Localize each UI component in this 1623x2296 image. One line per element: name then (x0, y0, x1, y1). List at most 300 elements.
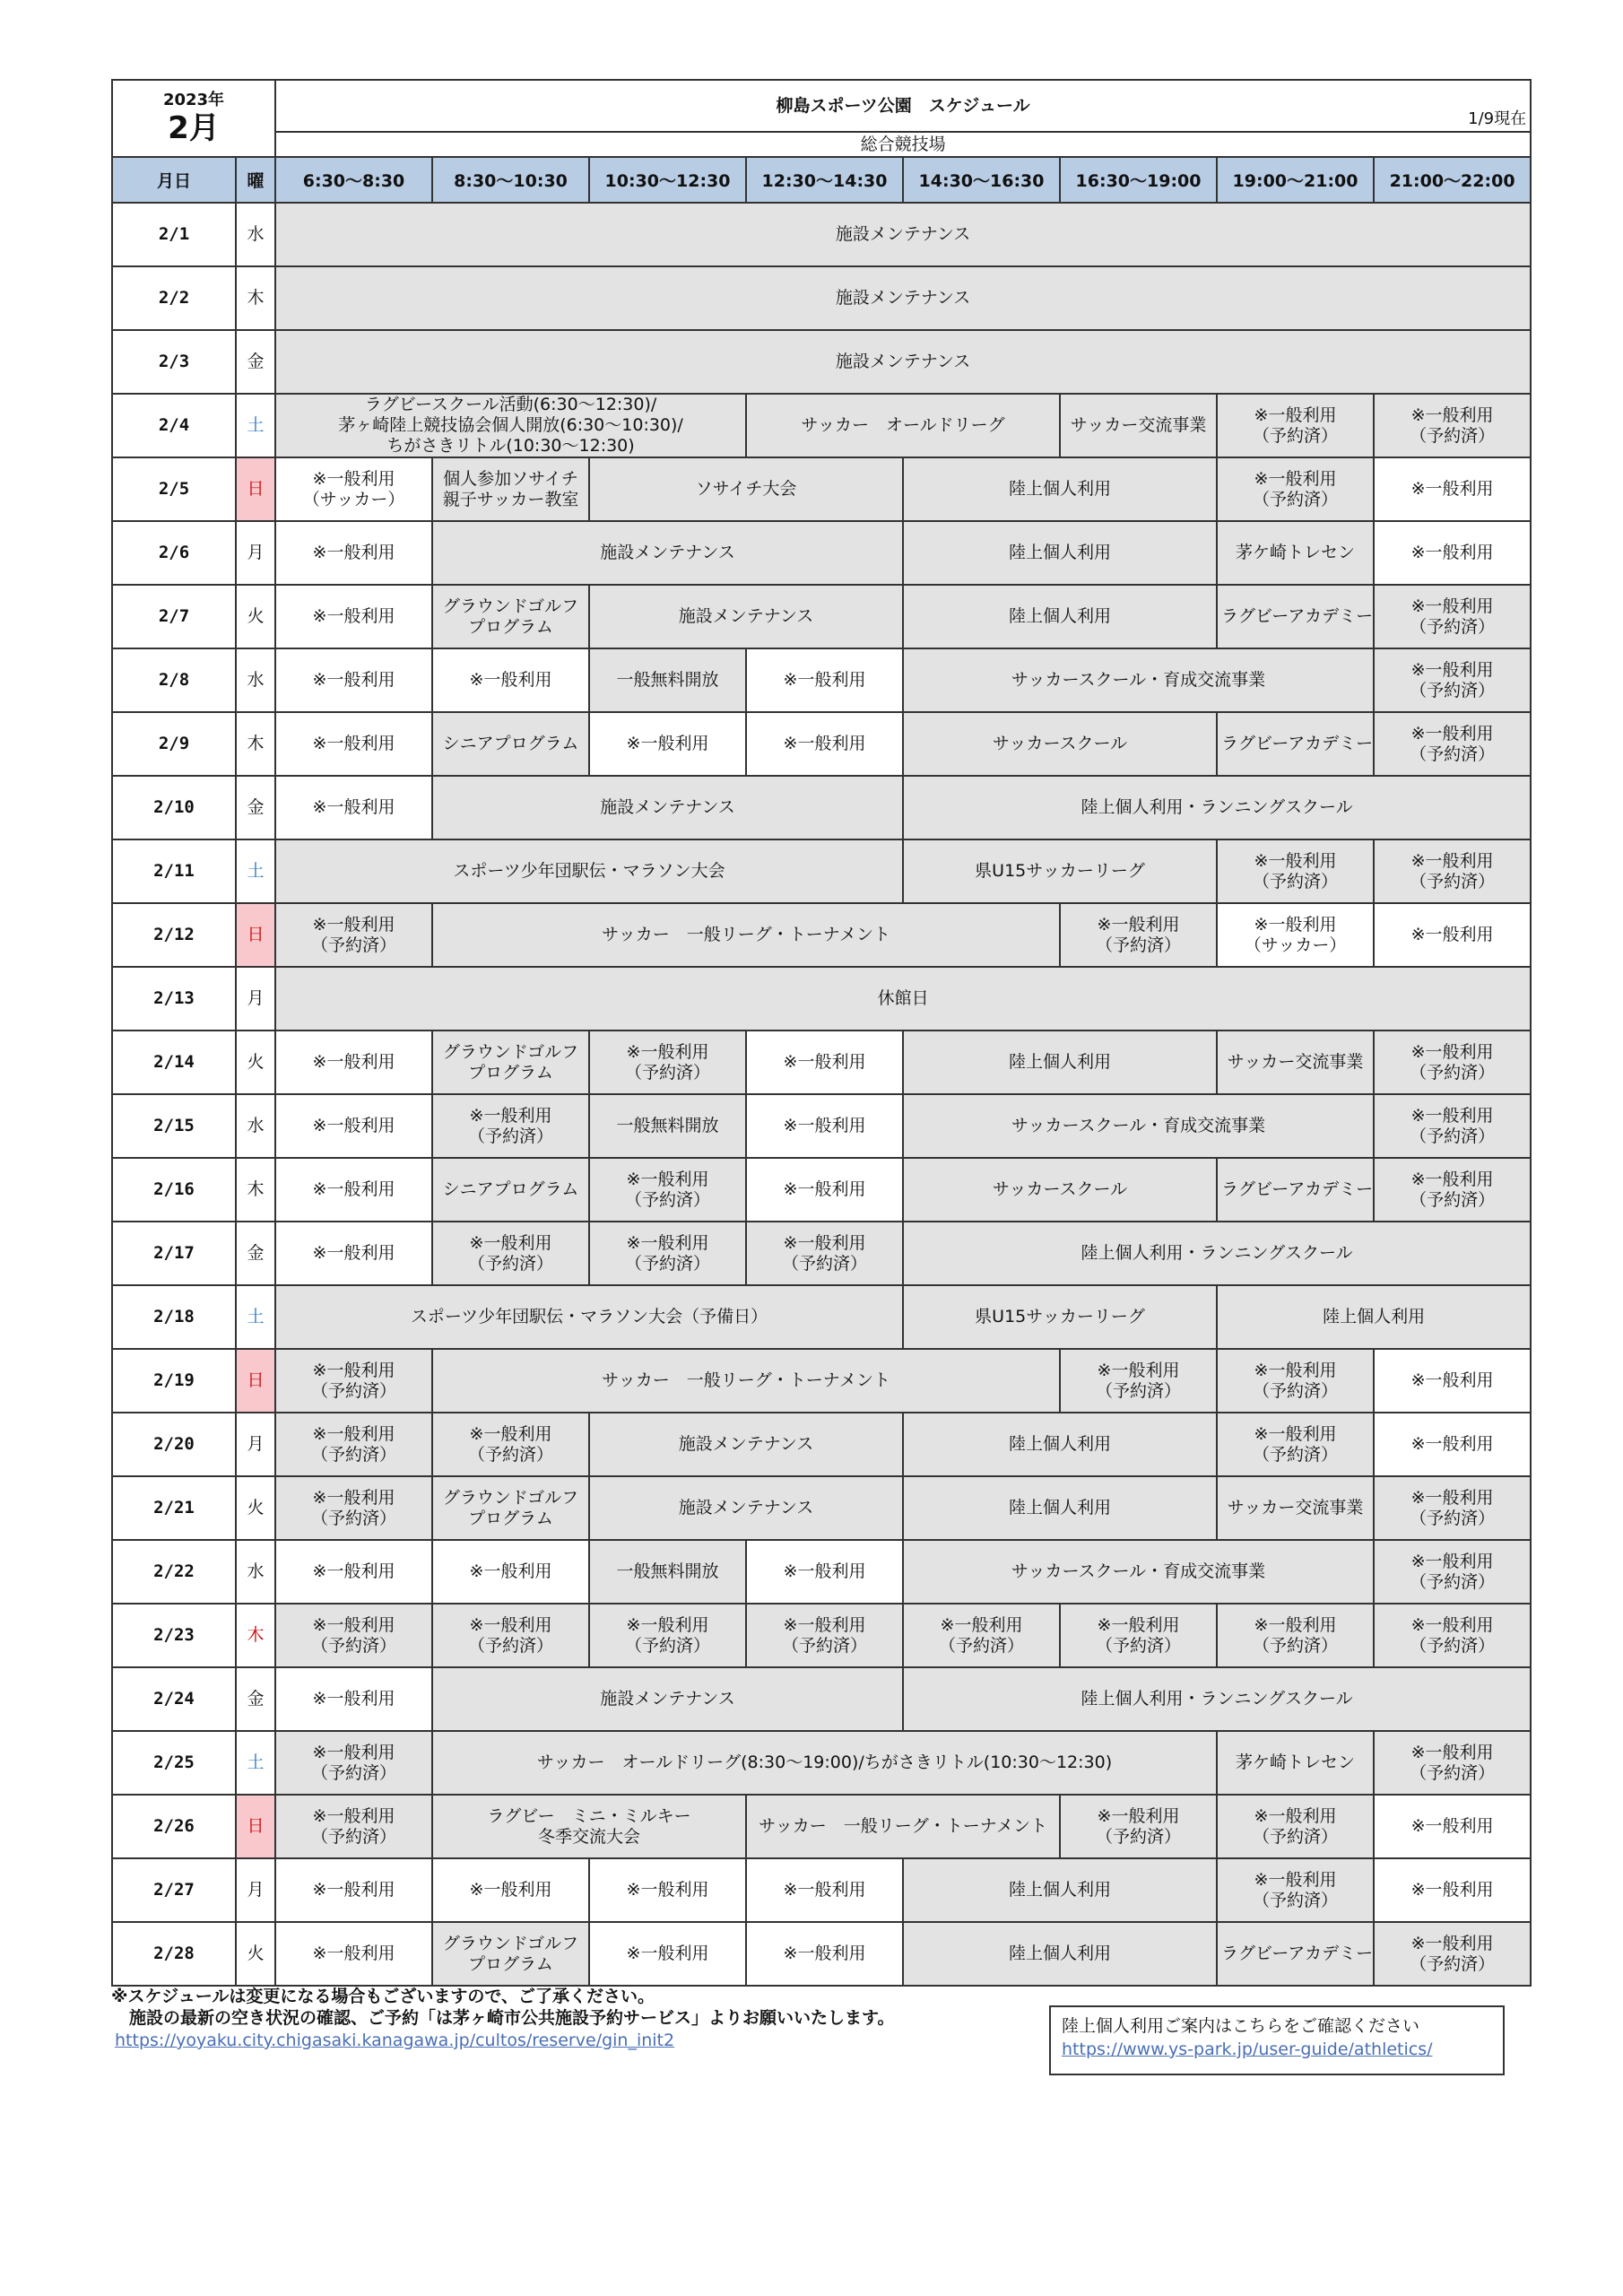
schedule-text: サッカー オールドリーグ (801, 415, 1005, 435)
schedule-text: （予約済） (1410, 1762, 1496, 1783)
schedule-text: 陸上個人利用 (1323, 1307, 1426, 1326)
schedule-text: ※一般利用 (312, 1360, 395, 1380)
column-header-slot: 21:00～22:00 (1374, 157, 1531, 203)
schedule-text: ちがさきリトル(10:30～12:30) (386, 436, 635, 456)
schedule-cell (275, 203, 1531, 266)
schedule-text: 施設メンテナンス (835, 224, 971, 244)
weekday-cell: 月 (236, 967, 275, 1031)
schedule-cell (275, 1413, 432, 1476)
schedule-cell (1374, 1476, 1531, 1540)
schedule-text: ※一般利用 (312, 1614, 395, 1635)
schedule-cell (275, 1222, 432, 1285)
schedule-text: （予約済） (1410, 1635, 1496, 1656)
schedule-cell (1060, 394, 1217, 457)
schedule-cell (1374, 1158, 1531, 1222)
table-row (112, 1285, 1531, 1349)
schedule-text: （予約済） (625, 1062, 711, 1083)
schedule-cell (589, 1031, 746, 1094)
table-row (112, 203, 1531, 266)
schedule-text: 茅ケ崎トレセン (1236, 543, 1356, 562)
schedule-cell (903, 1476, 1217, 1540)
schedule-text: グラウンドゴルフ (442, 1933, 579, 1953)
schedule-cell (275, 1667, 432, 1731)
schedule-text: ※一般利用 (783, 670, 866, 690)
schedule-cell (1374, 903, 1531, 967)
table-row (112, 585, 1531, 648)
schedule-text: ※一般利用 (469, 1561, 552, 1581)
weekday-cell: 土 (236, 1731, 275, 1795)
date-cell: 2/5 (112, 457, 236, 521)
schedule-text: ※一般利用 (469, 1105, 552, 1126)
weekday-cell: 金 (236, 776, 275, 839)
schedule-cell (1374, 1349, 1531, 1413)
column-header-slot: 8:30～10:30 (432, 157, 589, 203)
column-header-slot: 16:30～19:00 (1060, 157, 1217, 203)
schedule-text: スポーツ少年団駅伝・マラソン大会 (453, 861, 725, 881)
schedule-text: グラウンドゴルフ (442, 1487, 579, 1508)
schedule-cell (275, 776, 432, 839)
schedule-cell (589, 1413, 903, 1476)
schedule-cell (1374, 1604, 1531, 1667)
schedule-text: 陸上個人利用・ランニングスクール (1081, 797, 1353, 817)
schedule-text: ラグビーアカデミー (1221, 1944, 1374, 1963)
date-cell: 2/22 (112, 1540, 236, 1604)
schedule-text: ※一般利用 (783, 1232, 866, 1253)
weekday-cell: 金 (236, 1667, 275, 1731)
schedule-cell (1217, 1922, 1374, 1986)
schedule-cell (275, 394, 746, 457)
schedule-text: プログラム (468, 1508, 553, 1528)
schedule-cell (432, 585, 589, 648)
schedule-text: ※一般利用 (1410, 1041, 1494, 1062)
weekday-cell: 木 (236, 1158, 275, 1222)
schedule-text: （予約済） (311, 1444, 397, 1465)
schedule-text: ※一般利用 (312, 1880, 395, 1900)
schedule-text: サッカースクール・育成交流事業 (1011, 1561, 1266, 1581)
schedule-text: （予約済） (1410, 680, 1496, 700)
date-cell: 2/23 (112, 1604, 236, 1667)
schedule-cell (1217, 1858, 1374, 1922)
schedule-cell (275, 967, 1531, 1031)
schedule-text: プログラム (468, 1953, 553, 1974)
date-cell: 2/25 (112, 1731, 236, 1795)
schedule-text: （予約済） (1410, 871, 1496, 891)
schedule-text: ※一般利用 (312, 1179, 395, 1199)
schedule-cell (432, 1413, 589, 1476)
as-of-date: 1/9現在 (1468, 109, 1527, 128)
table-row (112, 712, 1531, 776)
schedule-text: ※一般利用 (783, 1116, 866, 1135)
schedule-cell (746, 1094, 903, 1158)
schedule-cell (1217, 1731, 1374, 1795)
date-cell: 2/8 (112, 648, 236, 712)
schedule-cell (275, 1795, 432, 1858)
weekday-cell: 木 (236, 266, 275, 330)
schedule-text: （サッカー） (302, 489, 405, 509)
schedule-text: （予約済） (939, 1635, 1025, 1656)
schedule-cell (432, 712, 589, 776)
schedule-text: ※一般利用 (940, 1614, 1023, 1635)
column-header-dow: 曜 (236, 157, 275, 203)
table-row (112, 839, 1531, 903)
schedule-text: （サッカー） (1244, 935, 1347, 955)
schedule-text: （予約済） (1253, 1380, 1339, 1401)
date-cell: 2/26 (112, 1795, 236, 1858)
schedule-cell (432, 1795, 746, 1858)
schedule-table (111, 79, 1532, 1987)
schedule-cell (589, 648, 746, 712)
schedule-cell (1217, 521, 1374, 585)
schedule-cell (746, 648, 903, 712)
schedule-cell (589, 1476, 903, 1540)
athletics-info-link[interactable]: https://www.ys-park.jp/user-guide/athletics/ (1062, 2039, 1433, 2059)
schedule-cell (275, 1604, 432, 1667)
weekday-cell: 金 (236, 1222, 275, 1285)
schedule-text: （予約済） (468, 1444, 554, 1465)
schedule-cell (1217, 1031, 1374, 1094)
schedule-text: ※一般利用 (1410, 1370, 1494, 1390)
schedule-text: 陸上個人利用・ランニングスクール (1081, 1243, 1353, 1263)
table-row (112, 1094, 1531, 1158)
schedule-text: サッカー交流事業 (1070, 415, 1207, 435)
weekday-cell: 火 (236, 1922, 275, 1986)
table-row (112, 776, 1531, 839)
reservation-link[interactable]: https://yoyaku.city.chigasaki.kanagawa.jp/cultos/reserve/gin_init2 (115, 2031, 675, 2050)
schedule-cell (275, 712, 432, 776)
schedule-text: （予約済） (782, 1253, 868, 1274)
table-row (112, 1858, 1531, 1922)
schedule-text: グラウンドゴルフ (442, 1041, 579, 1062)
date-cell: 2/21 (112, 1476, 236, 1540)
schedule-text: サッカースクール・育成交流事業 (1011, 670, 1266, 690)
schedule-text: 個人参加ソサイチ (443, 468, 578, 489)
weekday-cell: 月 (236, 1413, 275, 1476)
schedule-text: ※一般利用 (783, 1561, 866, 1581)
table-row (112, 1413, 1531, 1476)
schedule-text: 施設メンテナンス (600, 543, 735, 562)
page-title-cell (275, 80, 1531, 132)
footer-notice (111, 1986, 894, 2029)
weekday-cell: 日 (236, 1795, 275, 1858)
schedule-text: ラグビーアカデミー (1221, 606, 1374, 626)
table-row (112, 1349, 1531, 1413)
schedule-text: ※一般利用 (1254, 850, 1337, 871)
schedule-text: ※一般利用 (1254, 1805, 1337, 1826)
schedule-text: 一般無料開放 (616, 670, 719, 690)
schedule-cell (589, 1222, 746, 1285)
schedule-text: ※一般利用 (783, 1880, 866, 1900)
schedule-text: ソサイチ大会 (695, 479, 797, 499)
schedule-text: ※一般利用 (1254, 1423, 1337, 1444)
table-row (112, 1795, 1531, 1858)
schedule-text: ※一般利用 (312, 1116, 395, 1135)
column-header-slot: 12:30～14:30 (746, 157, 903, 203)
schedule-cell (432, 1604, 589, 1667)
schedule-text: グラウンドゴルフ (442, 596, 579, 616)
schedule-cell (275, 1476, 432, 1540)
schedule-text: ※一般利用 (1410, 1169, 1494, 1189)
weekday-cell: 土 (236, 394, 275, 457)
schedule-text: （予約済） (1410, 1508, 1496, 1528)
date-cell: 2/28 (112, 1922, 236, 1986)
date-cell: 2/12 (112, 903, 236, 967)
schedule-text: 施設メンテナンス (835, 288, 971, 308)
schedule-cell (432, 648, 589, 712)
weekday-cell: 金 (236, 330, 275, 394)
date-cell: 2/20 (112, 1413, 236, 1476)
schedule-text: ※一般利用 (312, 1805, 395, 1826)
schedule-cell (432, 1222, 589, 1285)
schedule-text: ラグビーアカデミー (1221, 734, 1374, 753)
schedule-cell (1374, 394, 1531, 457)
schedule-text: ※一般利用 (312, 1944, 395, 1963)
weekday-cell: 火 (236, 1031, 275, 1094)
schedule-text: （予約済） (1410, 1126, 1496, 1146)
schedule-text: （予約済） (1410, 425, 1496, 446)
athletics-info-box (1049, 2005, 1505, 2075)
date-cell: 2/11 (112, 839, 236, 903)
schedule-text: ※一般利用 (1097, 1614, 1180, 1635)
schedule-text: ※一般利用 (1410, 850, 1494, 871)
schedule-text: ※一般利用 (626, 734, 709, 753)
table-row (112, 1922, 1531, 1986)
schedule-text: 陸上個人利用 (1009, 479, 1112, 499)
notice-line-1: ※スケジュールは変更になる場合もございますので、ご了承ください。 (111, 1987, 655, 2006)
schedule-cell (432, 1858, 589, 1922)
schedule-cell (903, 1604, 1060, 1667)
weekday-cell: 火 (236, 585, 275, 648)
schedule-cell (432, 1667, 903, 1731)
table-row (112, 1222, 1531, 1285)
schedule-cell (746, 1858, 903, 1922)
schedule-cell (432, 1922, 589, 1986)
schedule-text: ※一般利用 (1410, 1105, 1494, 1126)
schedule-cell (1374, 1540, 1531, 1604)
schedule-cell (432, 521, 903, 585)
schedule-text: （予約済） (1253, 489, 1339, 509)
column-header-slot: 6:30～8:30 (275, 157, 432, 203)
athletics-info-title: 陸上個人利用ご案内はこちらをご確認ください (1062, 2016, 1420, 2036)
schedule-text: ラグビースクール活動(6:30～12:30)/ (364, 395, 657, 414)
schedule-text: ※一般利用 (312, 468, 395, 489)
schedule-text: 陸上個人利用 (1009, 543, 1112, 562)
schedule-cell (432, 776, 903, 839)
date-cell: 2/1 (112, 203, 236, 266)
schedule-cell (903, 1667, 1531, 1731)
schedule-text: ※一般利用 (1254, 1360, 1337, 1380)
schedule-text: ※一般利用 (312, 1487, 395, 1508)
schedule-cell (903, 1858, 1217, 1922)
weekday-cell: 日 (236, 1349, 275, 1413)
schedule-cell (275, 1031, 432, 1094)
schedule-text: （予約済） (1253, 871, 1339, 891)
schedule-cell (275, 648, 432, 712)
schedule-cell (1374, 1413, 1531, 1476)
schedule-text: サッカー 一般リーグ・トーナメント (759, 1816, 1047, 1836)
table-row (112, 903, 1531, 967)
schedule-cell (589, 1158, 746, 1222)
schedule-text: ※一般利用 (312, 543, 395, 562)
schedule-cell (1060, 1604, 1217, 1667)
schedule-cell (903, 585, 1217, 648)
weekday-cell: 水 (236, 203, 275, 266)
schedule-text: サッカー 一般リーグ・トーナメント (602, 925, 890, 944)
weekday-cell: 木 (236, 712, 275, 776)
schedule-text: （予約済） (1410, 1571, 1496, 1592)
schedule-cell (1217, 903, 1374, 967)
schedule-text: （予約済） (1253, 1826, 1339, 1847)
schedule-text: ※一般利用 (1097, 1805, 1180, 1826)
schedule-text: ※一般利用 (1254, 1614, 1337, 1635)
schedule-text: 施設メンテナンス (600, 797, 735, 817)
date-cell: 2/18 (112, 1285, 236, 1349)
schedule-text: （予約済） (468, 1635, 554, 1656)
schedule-cell (1217, 1604, 1374, 1667)
schedule-text: ※一般利用 (312, 1689, 395, 1709)
schedule-cell (589, 1922, 746, 1986)
schedule-cell (275, 1922, 432, 1986)
schedule-text: ※一般利用 (312, 1423, 395, 1444)
schedule-cell (275, 1094, 432, 1158)
schedule-text: サッカースクール (992, 734, 1128, 753)
weekday-cell: 水 (236, 1094, 275, 1158)
schedule-cell (1060, 1795, 1217, 1858)
schedule-text: ※一般利用 (1410, 1816, 1494, 1836)
schedule-text: ※一般利用 (626, 1232, 709, 1253)
schedule-cell (1060, 1349, 1217, 1413)
weekday-cell: 日 (236, 903, 275, 967)
table-row (112, 521, 1531, 585)
schedule-cell (432, 457, 589, 521)
schedule-cell (1217, 1476, 1374, 1540)
schedule-text: （予約済） (1096, 935, 1182, 955)
schedule-text: ※一般利用 (626, 1169, 709, 1189)
weekday-cell: 日 (236, 457, 275, 521)
schedule-cell (1374, 712, 1531, 776)
schedule-cell (275, 1285, 903, 1349)
table-row (112, 1540, 1531, 1604)
schedule-text: （予約済） (1253, 1444, 1339, 1465)
schedule-text: ※一般利用 (1254, 1869, 1337, 1890)
schedule-cell (1374, 585, 1531, 648)
schedule-text: ※一般利用 (626, 1614, 709, 1635)
schedule-text: 陸上個人利用 (1009, 1052, 1112, 1072)
table-row (112, 967, 1531, 1031)
date-cell: 2/24 (112, 1667, 236, 1731)
schedule-cell (903, 1158, 1217, 1222)
schedule-text: ※一般利用 (469, 1423, 552, 1444)
schedule-text: 施設メンテナンス (678, 1498, 814, 1518)
schedule-cell (432, 903, 1060, 967)
schedule-text: 県U15サッカーリーグ (975, 1307, 1145, 1326)
schedule-text: ※一般利用 (1254, 914, 1337, 935)
date-cell: 2/7 (112, 585, 236, 648)
table-row (112, 1476, 1531, 1540)
schedule-text: （予約済） (1253, 425, 1339, 446)
schedule-cell (903, 1413, 1217, 1476)
table-row (112, 648, 1531, 712)
table-row (112, 1158, 1531, 1222)
schedule-text: 陸上個人利用・ランニングスクール (1081, 1689, 1353, 1709)
schedule-cell (903, 712, 1217, 776)
schedule-cell (1374, 457, 1531, 521)
schedule-cell (903, 1031, 1217, 1094)
schedule-cell (1217, 1413, 1374, 1476)
schedule-text: ラグビー ミニ・ミルキー (487, 1805, 691, 1826)
schedule-cell (589, 457, 903, 521)
schedule-cell (275, 1158, 432, 1222)
schedule-cell (589, 585, 903, 648)
schedule-text: プログラム (468, 616, 553, 637)
schedule-cell (746, 1540, 903, 1604)
schedule-text: （予約済） (1410, 744, 1496, 764)
schedule-text: ※一般利用 (1410, 1614, 1494, 1635)
schedule-text: （予約済） (311, 1762, 397, 1783)
schedule-text: 施設メンテナンス (678, 1434, 814, 1454)
schedule-text: 県U15サッカーリーグ (975, 861, 1145, 881)
schedule-text: ※一般利用 (1410, 1487, 1494, 1508)
schedule-cell (275, 585, 432, 648)
schedule-text: （予約済） (1096, 1380, 1182, 1401)
schedule-text: ※一般利用 (312, 1742, 395, 1762)
schedule-text: （予約済） (311, 1508, 397, 1528)
schedule-cell (275, 1858, 432, 1922)
schedule-cell (1217, 1349, 1374, 1413)
schedule-cell (746, 712, 903, 776)
schedule-text: 一般無料開放 (616, 1561, 719, 1581)
schedule-cell (589, 1540, 746, 1604)
month-label: 2月 (168, 110, 220, 146)
schedule-text: ※一般利用 (783, 1052, 866, 1072)
schedule-cell (903, 1094, 1374, 1158)
schedule-cell (589, 1858, 746, 1922)
table-row (112, 1031, 1531, 1094)
schedule-text: ※一般利用 (1410, 543, 1494, 562)
date-cell: 2/15 (112, 1094, 236, 1158)
schedule-text: サッカー交流事業 (1227, 1498, 1364, 1518)
date-cell: 2/9 (112, 712, 236, 776)
schedule-text: ※一般利用 (312, 797, 395, 817)
schedule-text: ※一般利用 (783, 1179, 866, 1199)
schedule-text: 陸上個人利用 (1009, 1434, 1112, 1454)
schedule-text: （予約済） (1096, 1635, 1182, 1656)
schedule-text: ※一般利用 (312, 1561, 395, 1581)
schedule-cell (903, 648, 1374, 712)
schedule-text: ※一般利用 (1410, 1933, 1494, 1953)
schedule-cell (1217, 394, 1374, 457)
schedule-text: ※一般利用 (469, 1232, 552, 1253)
schedule-text: ※一般利用 (1410, 1434, 1494, 1454)
schedule-text: ※一般利用 (1410, 925, 1494, 944)
weekday-cell: 火 (236, 1476, 275, 1540)
schedule-text: 施設メンテナンス (600, 1689, 735, 1709)
schedule-cell (1374, 1795, 1531, 1858)
schedule-cell (589, 1094, 746, 1158)
schedule-text: ※一般利用 (626, 1880, 709, 1900)
schedule-text: ※一般利用 (1410, 1742, 1494, 1762)
schedule-text: （予約済） (782, 1635, 868, 1656)
schedule-text: （予約済） (1253, 1635, 1339, 1656)
schedule-text: （予約済） (1410, 1189, 1496, 1210)
schedule-cell (275, 457, 432, 521)
schedule-cell (432, 1094, 589, 1158)
schedule-cell (903, 1922, 1217, 1986)
schedule-text: （予約済） (311, 935, 397, 955)
schedule-cell (746, 1922, 903, 1986)
schedule-cell (746, 1158, 903, 1222)
schedule-text: 陸上個人利用 (1009, 606, 1112, 626)
schedule-cell (1374, 1922, 1531, 1986)
